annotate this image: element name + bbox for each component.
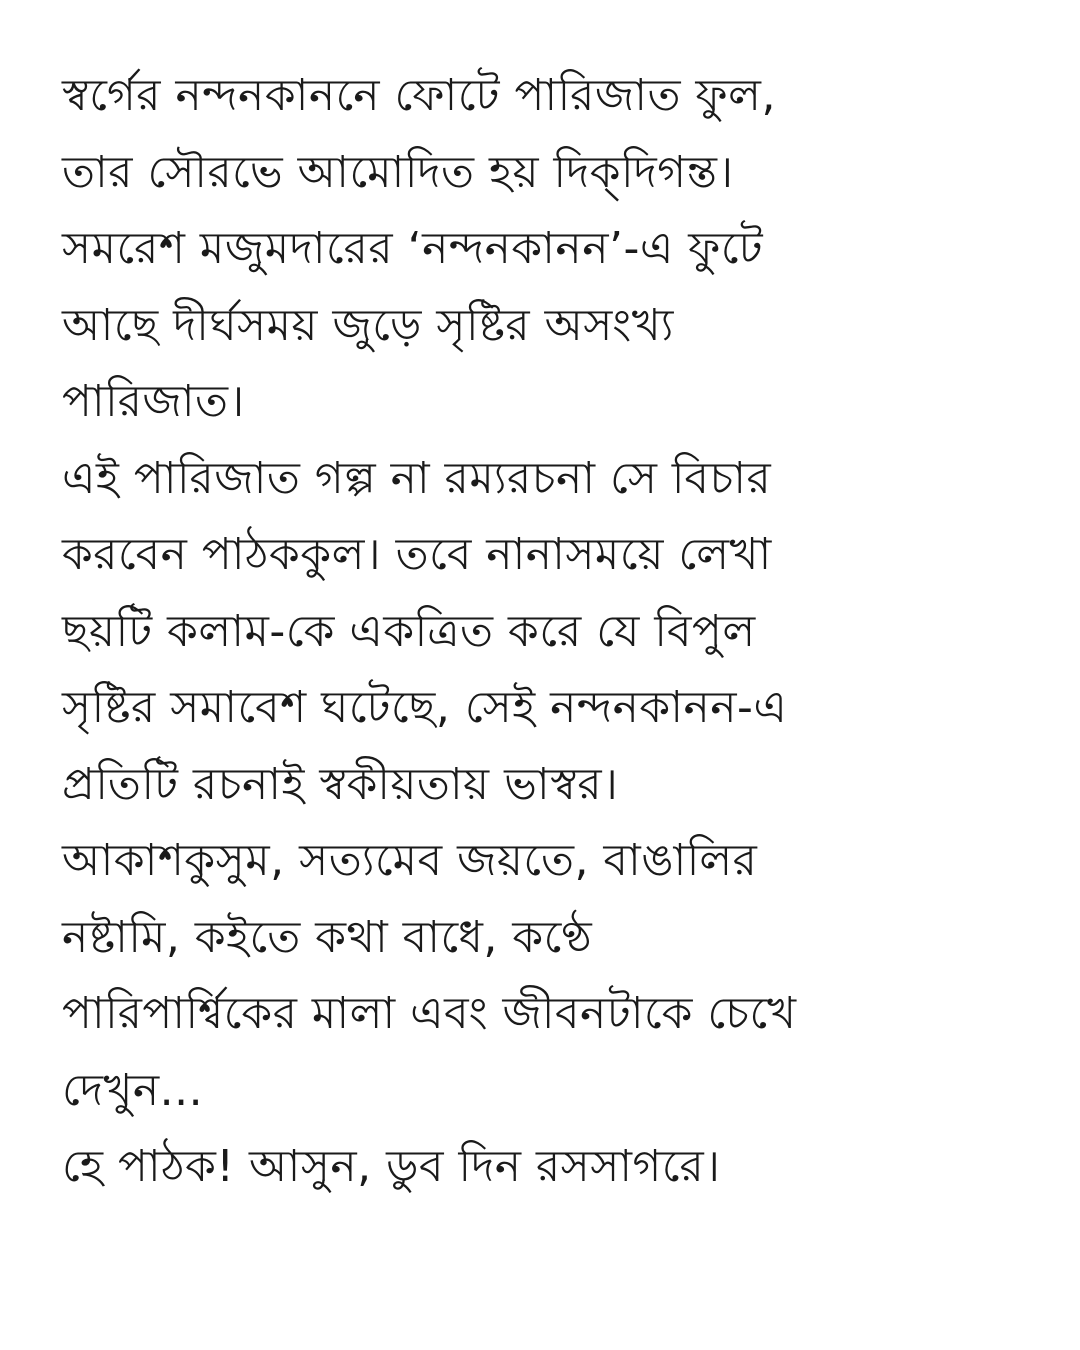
text-line: ছয়টি কলাম-কে একত্রিত করে যে বিপুল [62, 605, 756, 657]
text-line: পারিজাত। [62, 376, 245, 427]
text-line: পারিপার্শ্বিকের মালা এবং জীবনটাকে চেখে [62, 988, 797, 1039]
text-line: আছে দীর্ঘসময় জুড়ে সৃষ্টির অসংখ্য [62, 299, 674, 351]
blurb-text [62, 58, 1037, 1206]
text-line: প্রতিটি রচনাই স্বকীয়তায় ভাস্বর। [62, 758, 619, 810]
text-line: দেখুন... [62, 1064, 204, 1116]
text-line: আকাশকুসুম, সত্যমেব জয়তে, বাঙালির [62, 835, 758, 886]
text-line: নষ্টামি, কইতে কথা বাধে, কণ্ঠে [62, 911, 593, 963]
text-line: হে পাঠক! আসুন, ডুব দিন রসসাগরে। [62, 1141, 721, 1192]
text-line: সৃষ্টির সমাবেশ ঘটেছে, সেই নন্দনকানন-এ [62, 682, 788, 733]
text-line: স্বর্গের নন্দনকাননে ফোটে পারিজাত ফুল, [62, 70, 776, 121]
text-line: এই পারিজাত গল্প না রম্যরচনা সে বিচার [62, 452, 772, 504]
text-line: তার সৌরভে আমোদিত হয় দিক্‌দিগন্ত। [62, 146, 734, 198]
text-line: করবেন পাঠককুল। তবে নানাসময়ে লেখা [62, 529, 772, 580]
text-line: সমরেশ মজুমদারের ‘নন্দনকানন’-এ ফুটে [62, 223, 764, 274]
